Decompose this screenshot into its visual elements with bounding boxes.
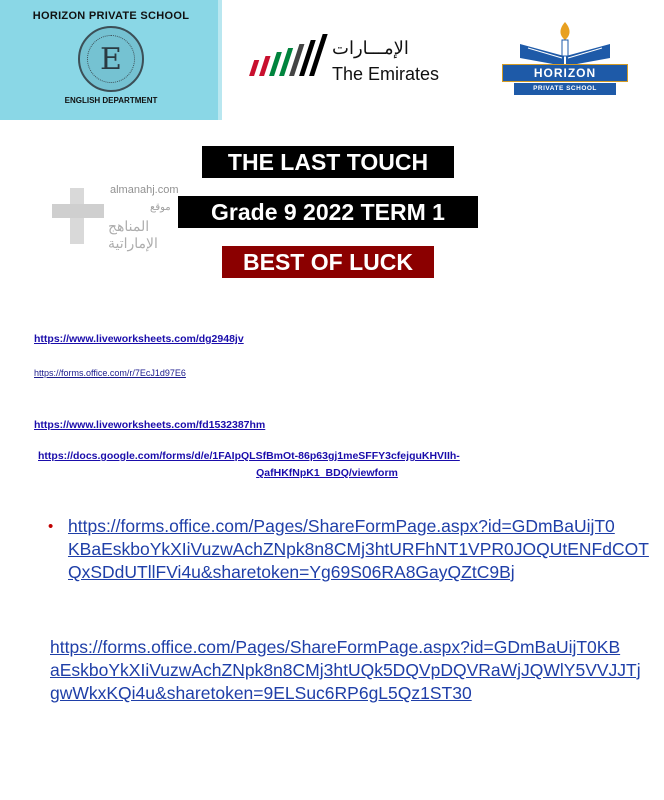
watermark-cross-icon [52,188,108,248]
logo-horizon-band: HORIZON [502,64,628,82]
logo-school-name: HORIZON PRIVATE SCHOOL [32,10,190,22]
the-emirates-logo [246,30,461,90]
forms-office-link-1-line[interactable]: QxSDdUTllFVi4u&sharetoken=Yg69S06RA8GayQZtC9Bj [68,562,515,582]
bullet-icon: • [48,518,54,535]
almanahj-watermark [52,184,182,254]
forms-office-link-2-line[interactable]: gwWkxKQi4u&sharetoken=9ELSuc6RP6gL5Qz1ST30 [50,683,472,703]
liveworksheets-link-2[interactable]: https://www.liveworksheets.com/fd1532387hm [34,419,266,431]
title-last-touch: THE LAST TOUCH [202,146,454,178]
forms-office-link-1[interactable] [68,515,649,584]
forms-office-link-1-line[interactable]: KBaEskboYkXIiVuzwAchZNpk8n8CMj3htURFhNT1VPR0JOQUtENFdCOT [68,539,649,559]
liveworksheets-link-1[interactable]: https://www.liveworksheets.com/dg2948jv [34,333,244,345]
logo-department: ENGLISH DEPARTMENT [64,96,158,105]
forms-office-link-1-line[interactable]: https://forms.office.com/Pages/ShareFormPage.aspx?id=GDmBaUijT0 [68,516,615,536]
title-grade-term: Grade 9 2022 TERM 1 [178,196,478,228]
watermark-arabic-site: موقع [150,202,171,213]
google-forms-link-line2[interactable]: QafHKfNpK1_BDQ/viewform [256,467,398,479]
horizon-school-logo [500,20,630,102]
forms-office-link-2[interactable] [50,636,641,705]
forms-office-link-2-line[interactable]: https://forms.office.com/Pages/ShareFormPage.aspx?id=GDmBaUijT0KB [50,637,621,657]
emirates-english: The Emirates [332,64,440,84]
logo-private-school-band: PRIVATE SCHOOL [514,83,616,95]
watermark-url: almanahj.com [110,184,179,196]
watermark-arabic-name: المناهج الإماراتية [108,218,158,251]
logo-emblem-letter: E [87,35,135,83]
emirates-flag-stripes-icon [246,30,330,90]
logo-emblem [78,26,144,92]
horizon-english-dept-logo [0,0,222,120]
forms-office-link-2-line[interactable]: aEskboYkXIiVuzwAchZNpk8n8CMj3htUQk5DQVpDQVRaWjJQWlY5VVJJTj [50,660,641,680]
google-forms-link-line2-wrap [0,467,664,479]
google-forms-link-line1[interactable]: https://docs.google.com/forms/d/e/1FAIpQLSfBmOt-86p63gj1meSFFY3cfejguKHVIIh- [38,450,460,462]
logo-edge [218,0,222,120]
emirates-arabic: الإمـــارات [332,38,409,58]
forms-office-short-link[interactable]: https://forms.office.com/r/7EcJ1d97E6 [34,368,186,378]
title-best-of-luck: BEST OF LUCK [222,246,434,278]
